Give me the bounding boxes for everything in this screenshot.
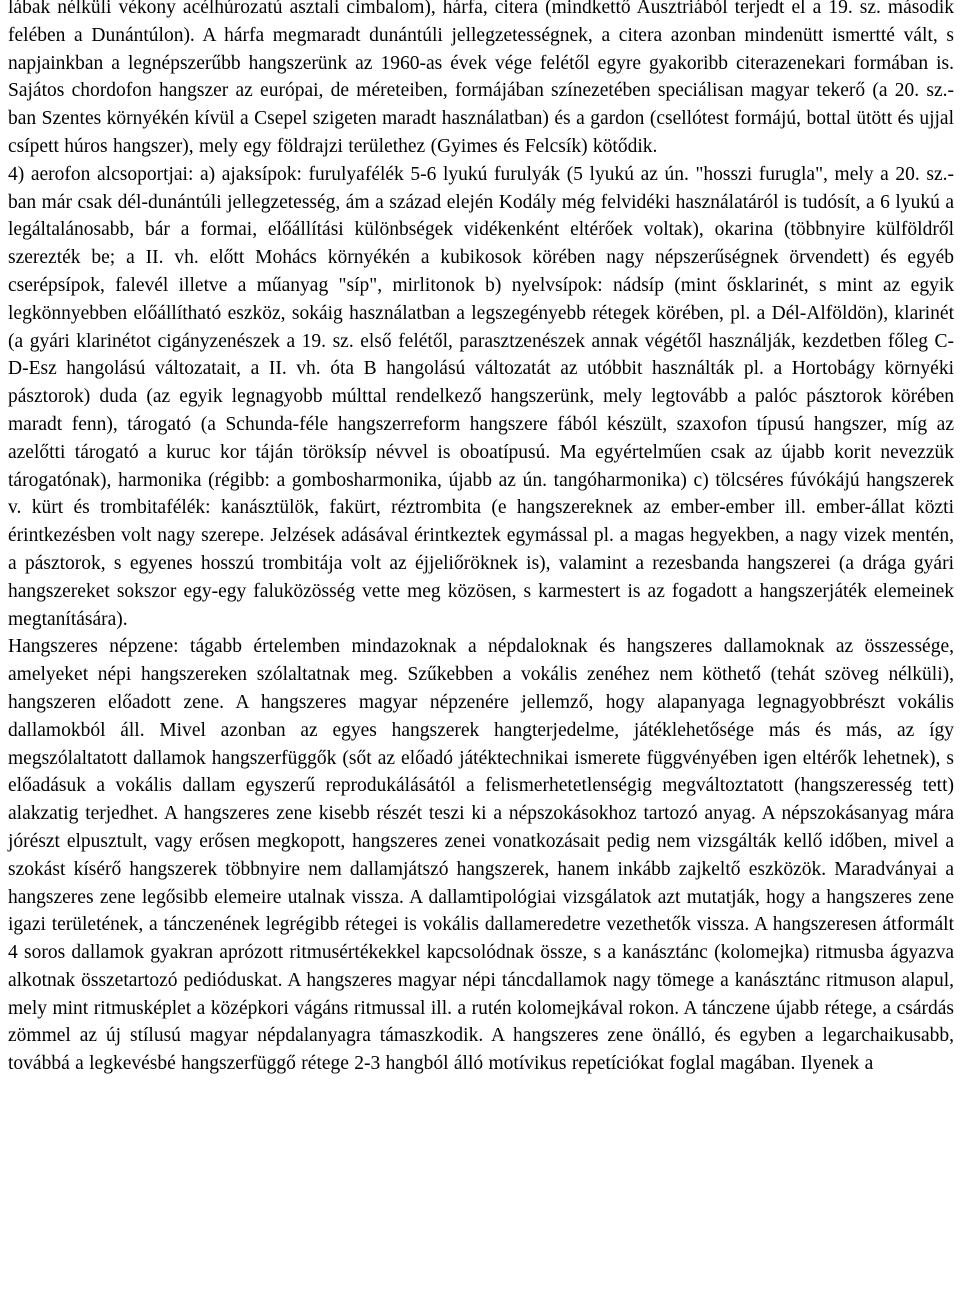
paragraph-hangszeres-nepzene: Hangszeres népzene: tágabb értelemben mindazoknak a népdaloknak és hangszeres dallamoknak az összessége, amelyeket népi hangszereken szólaltatnak meg. Szűkebben a vokális zenéhez nem köthető (tehát szöveg nélküli), hangszeren előadott zene. A hangszeres magyar népzenére jellemző, hogy alapanyaga legnagyobbrészt vokális dallamokból áll. Mivel azonban az egyes hangszerek hangterjedelme, játéklehetősége más és más, az így megszólaltatott dallamok hangszerfüggők (sőt az előadó játéktechnikai ismerete függvényében igen eltérők lehetnek), s előadásuk a vokális dallam egyszerű reprodukálásától a felismerhetetlenségig megváltoztatott (hangszeresség tett) alakzatig terjedhet. A hangszeres zene kisebb részét teszi ki a népszokásokhoz tartozó anyag. A népszokásanyag mára jórészt elpusztult, vagy erősen megkopott, hangszeres zenei vonatkozásait pedig nem vizsgálták kellő időben, mivel a szokást kísérő hangszerek többnyire nem dallamjátszó hangszerek, hanem inkább zajkeltő eszközök. Maradványai a hangszeres zene legősibb elemeire utalnak vissza. A dallamtipológiai vizsgálatok azt mutatják, hogy a hangszeres zene igazi területének, a tánczenének legrégibb rétegei is vokális dallameredetre vezethetők vissza. A hangszeresen átformált 4 soros dallamok gyakran aprózott ritmusértékekkel kapcsolódnak össze, s a kanásztánc (kolomejka) ritmusba ágyazva alkotnak összetartozó pedióduskat. A hangszeres magyar népi táncdallamok nagy tömege a kanásztánc ritmuson alapul, mely mint ritmusképlet a középkori vágáns ritmussal ill. a rutén kolomejkával rokon. A tánczene újabb rétege, a csárdás zömmel az új stílusú magyar népdalanyagra támaszkodik. A hangszeres zene önálló, és egyben a legarchaikusabb, továbbá a legkevésbé hangszerfüggő rétege 2-3 hangból álló motívikus repetíciókat foglal magában. Ilyenek a (8, 636, 954, 1075)
paragraph-cimbalom-citera: lábak nélküli vékony acélhúrozatú asztali cimbalom), hárfa, citera (mindkettő Ausztriából terjedt el a 19. sz. második felében a Dunántúlon). A hárfa megmaradt dunántúli jellegzetességnek, a citera azonban mindenütt ismertté vált, s napjainkban a legnépszerűbb hangszerünk az 1960-as évek vége felétől egyre gyakoribb citerazenekari formában is. Sajátos chordofon hangszer az európai, de méreteiben, formájában színezetében speciálisan magyar tekerő (a 20. sz.-ban Szentes környékén kívül a Csepel szigeten maradt használatban) és a gardon (csellótest formájú, bottal ütött és ujjal csípett húros hangszer), mely egy földrajzi területhez (Gyimes és Felcsík) kötődik. (8, 0, 954, 157)
document-page (8, 0, 954, 1078)
paragraph-aerofon: 4) aerofon alcsoportjai: a) ajaksípok: furulyafélék 5-6 lyukú furulyák (5 lyukú az ún. "hosszi furugla", mely a 20. sz.-ban már csak dél-dunántúli jellegzetesség, ám a század elején Kodály még felvidéki használatáról is tudósít, a 6 lyukú a legáltalánosabb, bár a formai, előállítási különbségek vidékenként eltérőek voltak), okarina (többnyire külföldről szerezték be; a II. vh. előtt Mohács környékén a kubikosok körében nagy népszerűségnek örvendett) és egyéb cserépsípok, falevél illetve a műanyag "síp", mirlitonok b) nyelvsípok: nádsíp (mint ősklarinét, s mint az egyik legkönnyebben előállítható eszköz, sokáig használatban a legszegényebb rétegek körében, pl. a Dél-Alföldön), klarinét (a gyári klarinétot cigányzenészek a 19. sz. első felétől, parasztzenészek annak végétől használják, kezdetben főleg C-D-Esz hangolású változatait, a II. vh. óta B hangolású változatát az utóbbit használták pl. a Hortobágy környéki pásztorok) duda (az egyik legnagyobb múlttal rendelkező hangszerünk, mely legtovább a palóc pásztorok körében maradt fenn), tárogató (a Schunda-féle hangszerreform hangszere fából készült, szaxofon típusú hangszer, míg az azelőtti tárogató a kuruc kor táján töröksíp névvel is oboatípusú. Ma egyértelműen csak az újabb korit nevezzük tárogatónak), harmonika (régibb: a gombosharmonika, újabb az ún. tangóharmonika) c) tölcséres fúvókájú hangszerek v. kürt és trombitafélék: kanásztülök, fakürt, réztrombita (e hangszereknek az ember-ember ill. ember-állat közti érintkezésben volt nagy szerepe. Jelzések adásával érintkeztek egymással pl. a magas hegyekben, a nagy vizek mentén, a pásztorok, s egyenes hosszú trombitája volt az éjjeliőröknek is), valamint a rezesbanda hangszerei (a drága gyári hangszereket sokszor egy-egy faluközösség vette meg közösen, s karmestert is az fogadott a hangszerjáték elemeinek megtanítására). (8, 163, 954, 630)
